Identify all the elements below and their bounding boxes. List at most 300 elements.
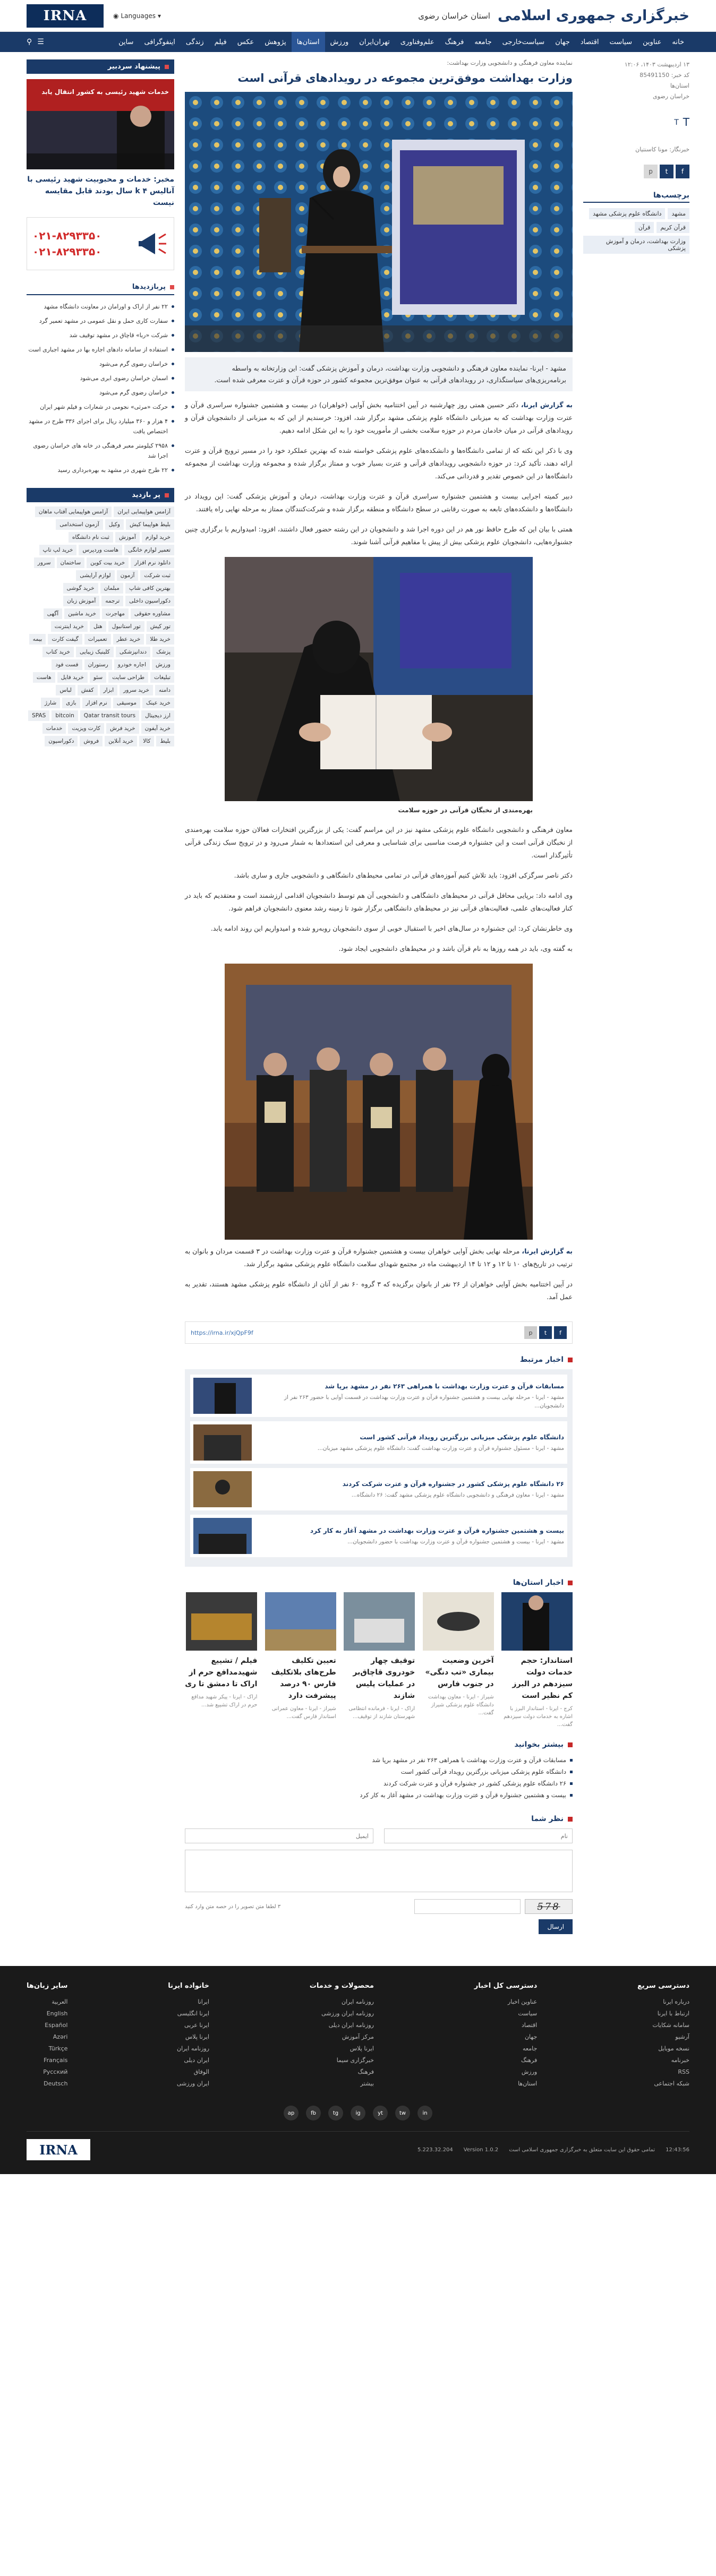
paragraph-text: دکتر حسین همتی روز چهارشنبه در آیین اختتامیه بخش آوایی (خواهران) در بیست و هشتمین جشنواره سراسری قرآن و عترت وزارت بهداشت که به میزبانی دانشگاه علوم پزشکی مشهد برگزار شد، افزود: خرسندیم از این که به میزبانی از دانشجویان قرآن و رویدادهای قرآنی در میان خادمان مردم در حوزه سلامت بخشی از مأموریت خود را به این شکل ادامه دهیم.: [185, 401, 573, 434]
print-icon[interactable]: p: [644, 165, 658, 178]
footer-columns: [27, 1982, 689, 2090]
keyword-tag[interactable]: آزامس هواپیمایی ایران: [114, 506, 174, 517]
figure-caption-1: بهره‌مندی از نخبگان قرآنی در حوزه سلامت: [398, 806, 533, 814]
globe-icon: ◉: [113, 12, 119, 20]
province-summary: شیراز - ایرنا - معاون بهداشت دانشگاه علوم پزشکی شیراز گفت...: [428, 1694, 494, 1716]
keyword-tag[interactable]: خرید اینترنت: [51, 621, 88, 632]
twitter-icon[interactable]: t: [660, 165, 674, 178]
keyword-tag[interactable]: پزشک: [152, 647, 174, 657]
keyword-tag[interactable]: خرید آیفون: [141, 723, 174, 734]
shortlink-url[interactable]: https://irna.ir/xjQpF9f: [191, 1329, 253, 1336]
keyword-tag[interactable]: موسیقی: [113, 698, 140, 708]
keyword-tag[interactable]: گیفت کارت: [48, 634, 82, 645]
keyword-tag[interactable]: شارژ: [41, 698, 60, 708]
list-item[interactable]: خراسان رضوی گرم می‌شود: [27, 357, 174, 371]
keyword-tag[interactable]: مبلمان: [100, 583, 123, 594]
footer-link[interactable]: ایرنا پلاس: [185, 2033, 210, 2040]
province-card[interactable]: [421, 1592, 493, 1729]
share-buttons: [583, 165, 689, 178]
footer-link[interactable]: درباره ایرنا: [663, 1998, 689, 2005]
keyword-tag[interactable]: خرید ماشین: [64, 608, 100, 619]
keyword-tag[interactable]: تعمیرات: [84, 634, 111, 645]
comment-form: [185, 1815, 573, 1934]
footer-logo[interactable]: IRNA: [27, 2139, 90, 2160]
list-item[interactable]: بیست و هشتمین جشنواره قرآن و عترت وزارت بهداشت در مشهد آغاز به کار کرد: [185, 1789, 573, 1801]
language-selector[interactable]: [113, 12, 161, 20]
paragraph: [185, 1245, 573, 1270]
location-link[interactable]: خراسان رضوی: [652, 93, 689, 100]
article-title: وزارت بهداشت موفق‌ترین مجموعه در رویدادهای قرآنی است: [237, 72, 573, 84]
tag[interactable]: مشهد: [668, 208, 689, 219]
keyword-tag[interactable]: سئو: [90, 672, 106, 683]
square-icon: [170, 285, 174, 289]
editor-banner[interactable]: [27, 79, 174, 169]
list-item[interactable]: خراسان رضوی گرم می‌شود: [27, 385, 174, 400]
keyword-tag[interactable]: Qatar transit tours: [80, 710, 139, 721]
keyword-tag[interactable]: ثبت شرکت: [140, 570, 174, 581]
paragraph: معاون فرهنگی و دانشجویی دانشگاه علوم پزشکی مشهد نیز در این مراسم گفت: یکی از بزرگترین افتخارات فعالان حوزه سلامت بهره‌مندی از نخبگان قرآنی است و این جشنواره فرصت مناسبی برای شناسایی و معرفی این استعدادها به شمار می‌رود و در ترویج سبک زندگی قرآنی تأثیرگذار است.: [185, 826, 573, 859]
list-item[interactable]: حرکت «مرثی» نجومی در شعارات و فیلم شهر ایران: [27, 400, 174, 414]
related-item[interactable]: [190, 1515, 567, 1557]
server-time: 12:43:56: [666, 2146, 689, 2153]
list-item[interactable]: ۲۲ نفر از اراک و اورامان در معاونت دانشگاه مشهد: [27, 299, 174, 314]
nav-provinces[interactable]: استان‌ها: [292, 32, 325, 52]
footer-link[interactable]: Русский: [43, 2068, 68, 2075]
list-item[interactable]: سفارت کاری حمل و نقل عمومی در مشهد تعمیر گرد: [27, 314, 174, 328]
keyword-tag[interactable]: دندانپزشکی: [116, 647, 150, 657]
footer-column-title: خانواده ایرنا: [168, 1982, 210, 1990]
megaphone-icon: [137, 228, 168, 260]
footer-link[interactable]: عناوین اخبار: [507, 1998, 538, 2005]
footer-link[interactable]: سامانه شکایات: [652, 2022, 689, 2029]
paragraph: به گفته وی، باید در همه روزها به نام قرآن باشد و در محیط‌های دانشجویی ایجاد شود.: [338, 944, 573, 952]
paragraph-source: به گزارش ایرنا،: [521, 401, 573, 409]
keyword-tag[interactable]: تور استانبول: [108, 621, 144, 632]
keyword-tag[interactable]: ابزار: [100, 685, 118, 695]
keyword-tag[interactable]: دانلود نرم افزار: [131, 557, 174, 568]
province-summary: شیراز - ایرنا - معاون عمرانی استاندار فارس گفت...: [271, 1706, 336, 1720]
keyword-tag[interactable]: ترجمه: [101, 596, 123, 606]
keywords-list: [27, 506, 174, 746]
footer-links: [637, 1996, 689, 2090]
paragraph: در آیین اختتامیه بخش آوایی خواهران از ۲۶ نفر از بانوان برگزیده که ۳ گروه ۶۰ نفر از آنان از دانشگاه علوم پزشکی مشهد هستند، تقدیر به عمل آمد.: [185, 1280, 573, 1301]
related-item[interactable]: [190, 1468, 567, 1510]
captcha-group: [414, 1899, 573, 1914]
nav-world[interactable]: جهان: [555, 38, 570, 46]
article-subtitle: نماینده معاون فرهنگی و دانشجویی وزارت بهداشت:: [447, 59, 573, 66]
left-sidebar: [27, 59, 174, 1934]
keyword-tag[interactable]: بیمه: [29, 634, 46, 645]
footer-link[interactable]: روزنامه ایران ورزشی: [321, 2010, 374, 2017]
phone-banner[interactable]: [27, 217, 174, 270]
submit-button[interactable]: ارسال: [539, 1919, 573, 1934]
keyword-tag[interactable]: خرید گوشی: [63, 583, 98, 594]
related-thumb[interactable]: [193, 1518, 252, 1554]
comment-fields: [185, 1828, 573, 1843]
province-card[interactable]: [343, 1592, 415, 1729]
square-icon: [165, 493, 169, 497]
site-branding: [418, 7, 689, 24]
footer-link[interactable]: جهان: [524, 2033, 538, 2040]
province-card[interactable]: [263, 1592, 336, 1729]
article-figure-1: [225, 557, 533, 801]
footer-link[interactable]: خبرگزاری سیما: [336, 2057, 374, 2064]
keyword-tag[interactable]: لباس: [56, 685, 75, 695]
footer-link[interactable]: خبرنامه: [671, 2057, 689, 2064]
social-yt-icon[interactable]: yt: [373, 2106, 388, 2120]
footer-link[interactable]: ایران دیلی: [184, 2057, 210, 2064]
province-headline[interactable]: توقیف چهار خودروی قاچاق‌بر در عملیات پلیس شازند: [353, 1656, 415, 1700]
related-text: [257, 1432, 564, 1453]
captcha-row: [185, 1899, 573, 1914]
phone-number: ۰۲۱-۸۲۹۳۳۵۰: [32, 229, 102, 242]
irna-logo[interactable]: IRNA: [27, 4, 104, 28]
figure-photo-2: [225, 964, 533, 1240]
keyword-tag[interactable]: هاست: [33, 672, 55, 683]
tags-title: برچسب‌ها: [583, 191, 689, 203]
keyword-tag[interactable]: ساختمان: [57, 557, 85, 568]
keyword-tag[interactable]: تبلیغات: [150, 672, 174, 683]
related-headline[interactable]: ۲۶ دانشگاه علوم پزشکی کشور در جشنواره قرآن و عترت شرکت کردند: [342, 1480, 564, 1488]
editor-news-title[interactable]: مخبر: خدمات و محبوبیت شهید رئیسی با آنالیس k ۴ سال بودند قابل مقایسه نیست: [27, 175, 174, 207]
article-figure-2: [225, 964, 533, 1240]
most-read-header: [27, 280, 174, 295]
social-ig-icon[interactable]: ig: [351, 2106, 365, 2120]
footer-link[interactable]: Azəri: [53, 2033, 68, 2040]
print-icon[interactable]: p: [524, 1326, 537, 1339]
nav-science[interactable]: علم‌وفناوری: [400, 38, 434, 46]
keyword-tag[interactable]: آزمون استخدامی: [56, 519, 103, 530]
nav-foreign-policy[interactable]: سیاست‌خارجی: [502, 38, 545, 46]
keyword-tag[interactable]: bitcoin: [52, 710, 78, 721]
editor-pick-title: پیشنهاد سردبیر: [107, 63, 160, 71]
captcha-note: ۳ لطفا متن تصویر را در حصه متن وارد کنید: [185, 1903, 281, 1910]
province-thumb[interactable]: [421, 1592, 493, 1651]
footer-link[interactable]: استان‌ها: [518, 2080, 538, 2087]
nav-infographic[interactable]: اینفوگرافی: [144, 38, 175, 46]
province-thumb[interactable]: [343, 1592, 415, 1651]
list-item[interactable]: ۴ هزار و ۳۶۰ میلیارد ریال برای اجرای ۳۳۶ طرح در مشهد اختصاص یافت: [27, 414, 174, 439]
footer-link[interactable]: فرهنگ: [521, 2057, 538, 2064]
keyword-tag[interactable]: کلینیک زیبایی: [76, 647, 114, 657]
footer-link[interactable]: ایرنا انگلیسی: [177, 2010, 210, 2017]
keyword-tag[interactable]: ورزش: [152, 659, 174, 670]
keyword-tag[interactable]: فروش: [80, 736, 103, 746]
footer-link[interactable]: روزنامه ایران: [177, 2045, 210, 2052]
article-body: [185, 399, 573, 1303]
related-summary: مشهد - ایرنا - بیست و هشتمین جشنواره قرآن و عترت وزارت بهداشت با حضور دانشجویان...: [347, 1539, 564, 1545]
keyword-tag[interactable]: ثبت نام دانشگاه: [69, 532, 113, 543]
increase-font-icon[interactable]: T: [683, 116, 689, 128]
keyword-tag[interactable]: سرور: [34, 557, 55, 568]
keyword-tag[interactable]: خرید سرور: [120, 685, 153, 695]
related-thumb[interactable]: [193, 1424, 252, 1461]
social-in-icon[interactable]: in: [417, 2106, 432, 2120]
keyword-tag[interactable]: اجاره خودرو: [114, 659, 150, 670]
facebook-icon[interactable]: f: [676, 165, 689, 178]
decrease-font-icon[interactable]: T: [674, 118, 679, 127]
footer-link[interactable]: آرشیو: [675, 2033, 689, 2040]
nav-video[interactable]: فیلم: [214, 38, 227, 46]
nav-research[interactable]: پژوهش: [265, 38, 286, 46]
province-news-title: اخبار استان‌ها: [185, 1578, 573, 1587]
name-field[interactable]: [384, 1828, 573, 1843]
province-headline[interactable]: فیلم / تشییع شهیدمدافع حرم از اراک تا دمشق تا ری: [185, 1656, 258, 1688]
related-summary: مشهد - ایرنا - معاون فرهنگی و دانشجویی دانشگاه علوم پزشکی مشهد گفت: ۲۶ دانشگاه...: [351, 1492, 564, 1498]
keyword-tag[interactable]: آموزش: [115, 532, 140, 543]
nav-tools: [27, 38, 44, 46]
footer-link[interactable]: جامعه: [523, 2045, 538, 2052]
keyword-tag[interactable]: خرید فرش: [106, 723, 139, 734]
list-item[interactable]: استفاده از سامانه دادهای اجاره بها در مشهد اجباری است: [27, 342, 174, 357]
footer-link[interactable]: العربیة: [52, 1998, 68, 2005]
keyword-tag[interactable]: خدمات: [42, 723, 66, 734]
footer-link[interactable]: ایرنا پلاس: [350, 2045, 374, 2052]
keyword-tag[interactable]: خرید عطر: [113, 634, 144, 645]
footer-link[interactable]: Türkçe: [48, 2045, 68, 2052]
keyword-tag[interactable]: کالا: [139, 736, 154, 746]
paragraph: دبیر کمیته اجرایی بیست و هشتمین جشنواره سراسری قرآن و عترت وزارت بهداشت، درمان و آموزش پزشکی گفت: این رویداد در دانشگاه‌ها و دانشکده‌های تابعه به صورت رقابتی در سطح دانشگاه و منطقه برگزار شده و شرکت‌کنندگان ممتاز به مرحله نهایی راه یافتند.: [185, 492, 573, 513]
square-icon: [165, 65, 169, 69]
keyword-tag[interactable]: خرید کتاب: [42, 647, 74, 657]
footer-links: [27, 1996, 67, 2090]
province-card[interactable]: [500, 1592, 573, 1729]
category-link[interactable]: استان‌ها: [670, 82, 689, 89]
province-thumb[interactable]: [263, 1592, 336, 1651]
keyword-tag[interactable]: تور کیش: [147, 621, 174, 632]
keyword-tag[interactable]: ارز دیجیتال: [141, 710, 174, 721]
keyword-tag[interactable]: دکوراسیون داخلی: [125, 596, 174, 606]
list-item[interactable]: دانشگاه علوم پزشکی میزبانی بزرگترین رویداد قرآنی کشور است: [185, 1766, 573, 1778]
province-thumb[interactable]: [185, 1592, 257, 1651]
social-icons: [27, 2106, 689, 2120]
tag[interactable]: قرآن: [635, 222, 654, 233]
keyword-tag[interactable]: مشاوره حقوقی: [131, 608, 174, 619]
keyword-tag[interactable]: خرید لوازم: [142, 532, 174, 543]
topbar: [0, 0, 716, 32]
nav-life[interactable]: زندگی: [185, 38, 204, 46]
footer-link[interactable]: سیاست: [518, 2010, 538, 2017]
list-item[interactable]: مسابقات قرآن و عترت وزارت بهداشت با همراهی ۲۶۳ نفر در مشهد برپا شد: [185, 1754, 573, 1766]
paragraph-source: به گزارش ایرنا،: [522, 1247, 573, 1255]
nav-home[interactable]: خانه: [672, 38, 684, 46]
list-item[interactable]: ۲۶ دانشگاه علوم پزشکی کشور در جشنواره قرآن و عترت شرکت کردند: [185, 1778, 573, 1789]
footer-link[interactable]: روزنامه ایران دیلی: [328, 2022, 374, 2029]
footer-column: [27, 1982, 67, 2090]
footer-link[interactable]: بیشتر: [360, 2080, 374, 2087]
related-thumb[interactable]: [193, 1378, 252, 1414]
tag[interactable]: قرآن کریم: [657, 222, 689, 233]
footer-stats: [417, 2147, 689, 2153]
reporter: [583, 144, 689, 155]
footer-link[interactable]: RSS: [678, 2068, 689, 2075]
news-code-value: 85491150: [640, 72, 670, 79]
province-summary: اراک - ایرنا - فرمانده انتظامی شهرستان شازند از توقیف...: [348, 1706, 415, 1720]
nav-sign[interactable]: ساین: [118, 38, 134, 46]
list-item[interactable]: اسمان خراسان رضوی ابری می‌شود: [27, 371, 174, 385]
province-thumb[interactable]: [500, 1592, 573, 1651]
footer-link[interactable]: English: [46, 2010, 68, 2017]
facebook-icon[interactable]: f: [554, 1326, 567, 1339]
footer-link[interactable]: ایرنا عربی: [184, 2022, 210, 2029]
hero-photo: [185, 92, 573, 352]
keyword-tag[interactable]: SPAS: [28, 710, 49, 721]
footer-column: [310, 1982, 374, 2090]
footer-link[interactable]: فرهنگ: [357, 2068, 374, 2075]
copyright: تمامی حقوق این سایت متعلق به خبرگزاری جمهوری اسلامی است: [509, 2146, 655, 2153]
related-text: [257, 1381, 564, 1410]
footer-link[interactable]: شبکه اجتماعی: [654, 2080, 689, 2087]
keyword-tag[interactable]: هاست وردپرس: [79, 545, 122, 555]
keyword-tag[interactable]: مهاجرت: [102, 608, 129, 619]
shortlink-share-icons: [524, 1326, 567, 1339]
tag[interactable]: وزارت بهداشت، درمان و آموزش پزشکی: [583, 236, 689, 254]
province-card[interactable]: [185, 1592, 257, 1729]
footer-column-title: دسترسی کل اخبار: [474, 1982, 538, 1990]
keyword-tag[interactable]: نرم افزار: [82, 698, 111, 708]
related-text: [257, 1479, 564, 1499]
menu-icon[interactable]: ☰: [37, 38, 44, 46]
related-headline[interactable]: دانشگاه علوم پزشکی میزبانی بزرگترین رویداد قرآنی کشور است: [360, 1433, 564, 1441]
keyword-tag[interactable]: دکوراسیون: [45, 736, 78, 746]
nav-tehran[interactable]: تهران‌ایران: [359, 38, 390, 46]
province-headline[interactable]: استاندار: حجم خدمات دولت سیزدهم در البرز کم نظیر است: [512, 1656, 573, 1700]
version: Version 1.0.2: [463, 2146, 499, 2153]
footer-link[interactable]: مرکز آموزش: [342, 2033, 374, 2040]
publish-date: ۱۳ اردیبهشت ۱۴۰۳، ۱۲:۰۶: [624, 61, 689, 68]
keyword-tag[interactable]: فست فود: [52, 659, 82, 670]
chevron-down-icon: ▾: [157, 12, 161, 20]
nav-politics[interactable]: سیاست: [609, 38, 632, 46]
province-headline[interactable]: آخرین وضعیت بیماری «تب دنگی» در جنوب فارس: [425, 1656, 494, 1688]
server-ip: 5.223.32.204: [417, 2146, 453, 2153]
list-item[interactable]: ۲۲ طرح شهری در مشهد به بهره‌برداری رسید: [27, 463, 174, 477]
tag[interactable]: دانشگاه علوم پزشکی مشهد: [589, 208, 665, 219]
nav-headlines[interactable]: عناوین: [642, 38, 662, 46]
keyword-tag[interactable]: آزامس هواپیمایی آفتاب ماهان: [35, 506, 112, 517]
nav-society[interactable]: جامعه: [474, 38, 492, 46]
related-item[interactable]: [190, 1421, 567, 1464]
social-tw-icon[interactable]: tw: [395, 2106, 410, 2120]
twitter-icon[interactable]: t: [539, 1326, 552, 1339]
related-text: [257, 1526, 564, 1546]
related-title: اخبار مرتبط: [185, 1355, 573, 1364]
social-ap-icon[interactable]: ap: [284, 2106, 299, 2120]
email-field[interactable]: [185, 1828, 373, 1843]
keyword-tag[interactable]: کفش: [78, 685, 98, 695]
footer-link[interactable]: Français: [44, 2057, 68, 2064]
keyword-tag[interactable]: بلیط: [156, 736, 174, 746]
phone-numbers: [32, 228, 101, 260]
keyword-tag[interactable]: دامنه: [155, 685, 174, 695]
nav-culture[interactable]: فرهنگ: [445, 38, 464, 46]
keyword-tag[interactable]: آموزش زبان: [63, 596, 99, 606]
keyword-tag[interactable]: بازی: [62, 698, 80, 708]
footer-links: [310, 1996, 374, 2090]
footer-link[interactable]: ایران ورزشی: [176, 2080, 210, 2087]
footer-link[interactable]: ایرانا: [198, 1998, 210, 2005]
paragraph: وی ادامه داد: برپایی محافل قرآنی در محیط‌های دانشگاهی و دانشجویی آن هم توسط دانشجویان اقدامی ارزشمند است و معتقدیم که باید در کنار فعالیت‌های علمی، فعالیت‌های قرآنی نیز در محیط‌های دانشگاهی برگزار شود تا زمینه رشد معنوی دانشجویان فراهم شود.: [185, 891, 573, 912]
article-lead: مشهد - ایرنا- نماینده معاون فرهنگی و دانشجویی وزارت بهداشت، درمان و آموزش پزشکی گفت: این وزارتخانه به واسطه برنامه‌ریزی‌های سیاستگذاری، در رویدادهای قرآنی به عنوان موفق‌ترین مجموعه کشور در حوزه قرآن و عترت معرفی شده است.: [185, 357, 573, 391]
footer-link[interactable]: ارتباط با ایرنا: [657, 2010, 689, 2017]
list-item[interactable]: ۲۹۵۸ کیلومتر معبر فرهنگی در خانه های خراسان رضوی اجرا شد: [27, 439, 174, 463]
main-nav: [0, 32, 716, 52]
social-tg-icon[interactable]: tg: [328, 2106, 343, 2120]
comment-textarea[interactable]: [185, 1850, 573, 1892]
footer-column-title: سایر زبان‌ها: [27, 1982, 68, 1990]
keyword-tag[interactable]: طراحی سایت: [108, 672, 148, 683]
footer-column: [168, 1982, 209, 2090]
related-headline[interactable]: مسابقات قرآن و عترت وزارت بهداشت با همراهی ۲۶۳ نفر در مشهد برپا شد: [325, 1383, 564, 1390]
keyword-tag[interactable]: خرید آنلاین: [105, 736, 137, 746]
keyword-tag[interactable]: رستوران: [84, 659, 112, 670]
nav-sport[interactable]: ورزش: [330, 38, 349, 46]
keyword-tag[interactable]: کارت ویزیت: [68, 723, 104, 734]
reporter-label: خبرنگار:: [669, 146, 689, 153]
comment-title: نظر شما: [185, 1815, 573, 1823]
keyword-tag[interactable]: خرید بیت کوین: [87, 557, 129, 568]
keyword-tag[interactable]: خرید فایل: [57, 672, 88, 683]
province-headline[interactable]: تعیین تکلیف طرح‌های بلاتکلیف فارس ۹۰ درصد پیشرفت دارد: [271, 1656, 336, 1700]
search-icon[interactable]: ⚲: [27, 38, 32, 46]
keyword-tag[interactable]: وکیل: [105, 519, 124, 530]
footer-link[interactable]: اقتصاد: [521, 2022, 538, 2029]
most-viewed-list: [185, 1754, 573, 1801]
keyword-tag[interactable]: آزمون: [117, 570, 139, 581]
keyword-tag[interactable]: بهترین کافی شاپ: [125, 583, 174, 594]
keyword-tag[interactable]: خرید عینک: [142, 698, 174, 708]
article-meta-column: [583, 59, 689, 1934]
footer-link[interactable]: Deutsch: [44, 2080, 68, 2087]
footer-link[interactable]: روزنامه ایران: [341, 1998, 374, 2005]
keyword-tag[interactable]: خرید طلا: [146, 634, 174, 645]
related-summary: مشهد - ایرنا - مرحله نهایی بیست و هشتمین جشنواره قرآن و عترت وزارت بهداشت در قسمت آوایی با حضور ۲۶۳ نفر از دانشجویان...: [284, 1394, 564, 1409]
keyword-tag[interactable]: بلیط هواپیما کیش: [126, 519, 174, 530]
news-code-label: کد خبر:: [671, 72, 689, 79]
shortlink-bar: [185, 1321, 573, 1344]
keywords-header: [27, 488, 174, 502]
footer-link[interactable]: نسخه موبایل: [658, 2045, 689, 2052]
related-headline[interactable]: بیست و هشتمین جشنواره قرآن و عترت وزارت بهداشت در مشهد آغاز به کار کرد: [310, 1527, 564, 1534]
reporter-name[interactable]: مونا کاسنتیان: [635, 146, 668, 153]
footer-link[interactable]: ورزش: [521, 2068, 538, 2075]
keyword-tag[interactable]: لوازم آرایشی: [76, 570, 114, 581]
footer-link[interactable]: Español: [45, 2022, 68, 2029]
keyword-tag[interactable]: تعمیر لوازم خانگی: [124, 545, 174, 555]
social-fb-icon[interactable]: fb: [306, 2106, 321, 2120]
province-label[interactable]: استان خراسان رضوی: [418, 11, 490, 21]
list-item[interactable]: شرکت «ربا» قاچاق در مشهد توقیف شد: [27, 328, 174, 342]
paragraph-text: مرحله نهایی بخش آوایی خواهران بیست و هشتمین جشنواره قرآن و عترت وزارت بهداشت در ۳ قسمت مردان و بانوان به ترتیب در تاریخ‌های ۱۰ تا ۱۲ و ۱۲ تا ۱۴ اردیبهشت ماه در مجتمع شهدای سلامت دانشگاه علوم پزشکی مشهد برگزار شد.: [185, 1247, 573, 1268]
font-size-controls: [583, 116, 689, 128]
province-news-grid: [185, 1592, 573, 1729]
most-read-title: پربازدیدها: [132, 283, 166, 291]
nav-photo[interactable]: عکس: [237, 38, 254, 46]
paragraph: همتی با بیان این که طرح حافظ نور هم در این دوره اجرا شد و دانشجویان در این رشته حضور فعال داشتند، افزود: امیدواریم با برگزاری چنین جشنواره‌هایی، دانشجویان علوم پزشکی بیش از پیش با مفاهیم قرآنی آشنا شوند.: [185, 525, 573, 546]
footer-column: [637, 1982, 689, 2090]
keyword-tag[interactable]: هتل: [90, 621, 106, 632]
related-thumb[interactable]: [193, 1471, 252, 1507]
site-title[interactable]: خبرگزاری جمهوری اسلامی: [497, 7, 689, 24]
keyword-tag[interactable]: خرید لپ تاپ: [39, 545, 77, 555]
captcha-input[interactable]: [414, 1899, 521, 1914]
nav-economy[interactable]: اقتصاد: [580, 38, 599, 46]
related-item[interactable]: [190, 1375, 567, 1417]
keyword-tag[interactable]: آگهی: [44, 608, 63, 619]
language-label: Languages: [121, 12, 156, 20]
footer-link[interactable]: الوفاق: [193, 2068, 210, 2075]
footer-column: [474, 1982, 538, 2090]
